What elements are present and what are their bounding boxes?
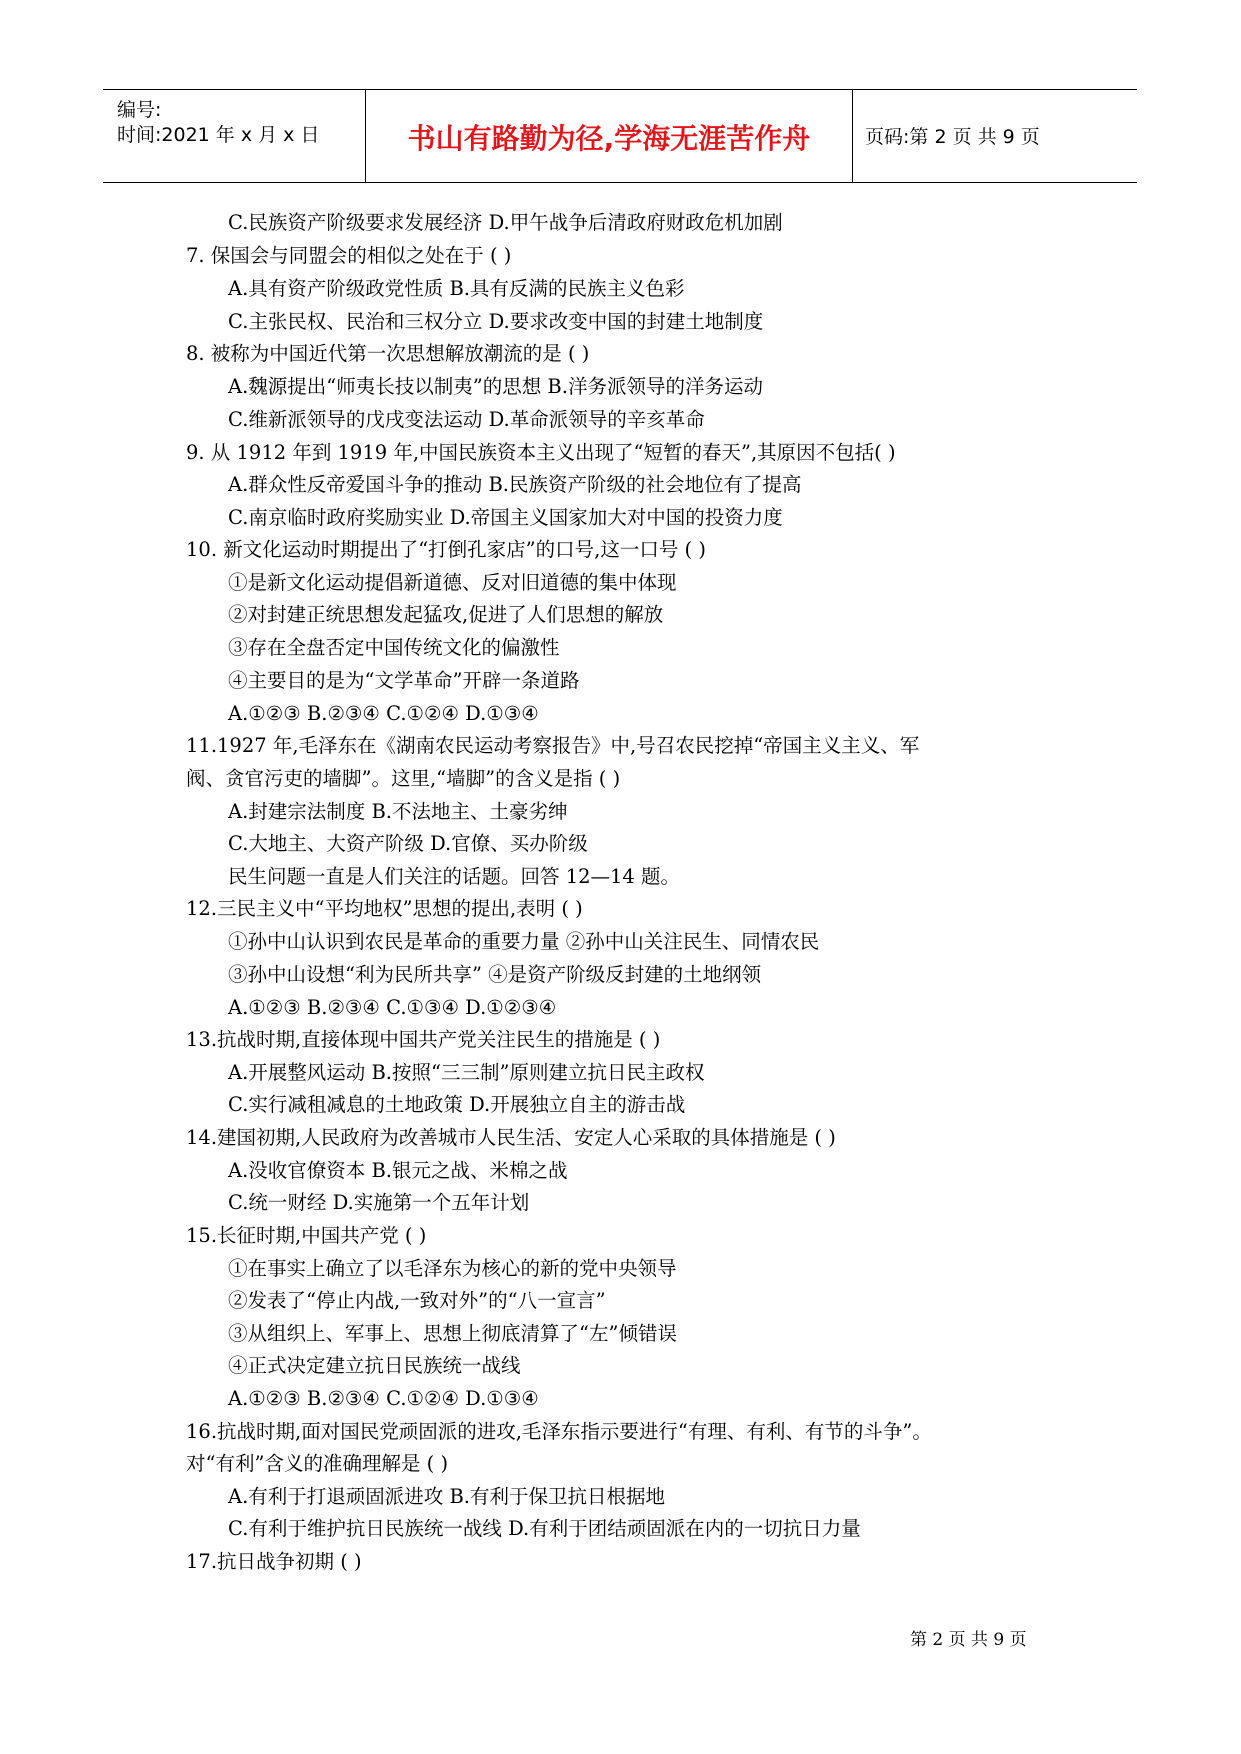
- question-15: 15.长征时期,中国共产党 ( ): [186, 1224, 427, 1247]
- option-line: C.维新派领导的戊戌变法运动 D.革命派领导的辛亥革命: [228, 408, 705, 431]
- section-intro: 民生问题一直是人们关注的话题。回答 12—14 题。: [228, 865, 681, 888]
- statement-line: ②发表了“停止内战,一致对外”的“八一宣言”: [228, 1289, 606, 1312]
- option-line: C.统一财经 D.实施第一个五年计划: [228, 1191, 530, 1214]
- statement-line: ①在事实上确立了以毛泽东为核心的新的党中央领导: [228, 1257, 677, 1280]
- option-line: A.有利于打退顽固派进攻 B.有利于保卫抗日根据地: [228, 1485, 666, 1508]
- option-line: A.①②③ B.②③④ C.①③④ D.①②③④: [228, 996, 557, 1019]
- document-number-label: 编号:: [117, 99, 162, 121]
- option-line: A.开展整风运动 B.按照“三三制”原则建立抗日民主政权: [228, 1061, 705, 1084]
- question-10: 10. 新文化运动时期提出了“打倒孔家店”的口号,这一口号 ( ): [186, 538, 706, 561]
- statement-line: ③孙中山设想“利为民所共享” ④是资产阶级反封建的土地纲领: [228, 963, 762, 986]
- header-motto-cell: [366, 90, 853, 182]
- statement-line: ④正式决定建立抗日民族统一战线: [228, 1354, 521, 1377]
- option-line: C.主张民权、民治和三权分立 D.要求改变中国的封建土地制度: [228, 310, 764, 333]
- option-line: A.群众性反帝爱国斗争的推动 B.民族资产阶级的社会地位有了提高: [228, 473, 802, 496]
- question-11: 11.1927 年,毛泽东在《湖南农民运动考察报告》中,号召农民挖掉“帝国主义主义、军: [186, 734, 920, 757]
- header-motto: 书山有路勤为径,学海无涯苦作舟: [407, 122, 811, 155]
- statement-line: ①孙中山认识到农民是革命的重要力量 ②孙中山关注民生、同情农民: [228, 930, 820, 953]
- statement-line: ②对封建正统思想发起猛攻,促进了人们思想的解放: [228, 603, 664, 626]
- page-header: [103, 89, 1137, 183]
- question-12: 12.三民主义中“平均地权”思想的提出,表明 ( ): [186, 897, 583, 920]
- page-footer: 第 2 页 共 9 页: [910, 1630, 1027, 1650]
- option-line: A.没收官僚资本 B.银元之战、米棉之战: [228, 1159, 568, 1182]
- question-7: 7. 保国会与同盟会的相似之处在于 ( ): [186, 244, 512, 267]
- header-page-cell: [853, 90, 1137, 182]
- option-line: A.封建宗法制度 B.不法地主、土豪劣绅: [228, 800, 568, 823]
- statement-line: ③从组织上、军事上、思想上彻底清算了“左”倾错误: [228, 1322, 677, 1345]
- question-16-continued: 对“有利”含义的准确理解是 ( ): [186, 1452, 449, 1475]
- option-line: A.①②③ B.②③④ C.①②④ D.①③④: [228, 702, 539, 725]
- option-line: C.实行减租减息的土地政策 D.开展独立自主的游击战: [228, 1093, 686, 1116]
- statement-line: ①是新文化运动提倡新道德、反对旧道德的集中体现: [228, 571, 677, 594]
- question-16: 16.抗战时期,面对国民党顽固派的进攻,毛泽东指示要进行“有理、有利、有节的斗争”。: [186, 1420, 932, 1443]
- option-line: C.大地主、大资产阶级 D.官僚、买办阶级: [228, 832, 588, 855]
- option-line: C.民族资产阶级要求发展经济 D.甲午战争后清政府财政危机加剧: [228, 211, 783, 234]
- question-9: 9. 从 1912 年到 1919 年,中国民族资本主义出现了“短暂的春天”,其原因不包括( ): [186, 441, 896, 464]
- statement-line: ④主要目的是为“文学革命”开辟一条道路: [228, 669, 580, 692]
- option-line: A.①②③ B.②③④ C.①②④ D.①③④: [228, 1387, 539, 1410]
- question-11-continued: 阀、贪官污吏的墙脚”。这里,“墙脚”的含义是指 ( ): [186, 767, 621, 790]
- question-8: 8. 被称为中国近代第一次思想解放潮流的是 ( ): [186, 342, 590, 365]
- statement-line: ③存在全盘否定中国传统文化的偏激性: [228, 636, 560, 659]
- option-line: A.具有资产阶级政党性质 B.具有反满的民族主义色彩: [228, 277, 685, 300]
- question-17: 17.抗日战争初期 ( ): [186, 1550, 362, 1573]
- option-line: C.南京临时政府奖励实业 D.帝国主义国家加大对中国的投资力度: [228, 506, 783, 529]
- question-14: 14.建国初期,人民政府为改善城市人民生活、安定人心采取的具体措施是 ( ): [186, 1126, 836, 1149]
- document-time-label: 时间:2021 年 x 月 x 日: [117, 124, 320, 146]
- option-line: C.有利于维护抗日民族统一战线 D.有利于团结顽固派在内的一切抗日力量: [228, 1517, 861, 1540]
- question-13: 13.抗战时期,直接体现中国共产党关注民生的措施是 ( ): [186, 1028, 661, 1051]
- header-info-cell: [103, 90, 366, 182]
- option-line: A.魏源提出“师夷长技以制夷”的思想 B.洋务派领导的洋务运动: [228, 375, 763, 398]
- header-page-number: 页码:第 2 页 共 9 页: [865, 126, 1040, 148]
